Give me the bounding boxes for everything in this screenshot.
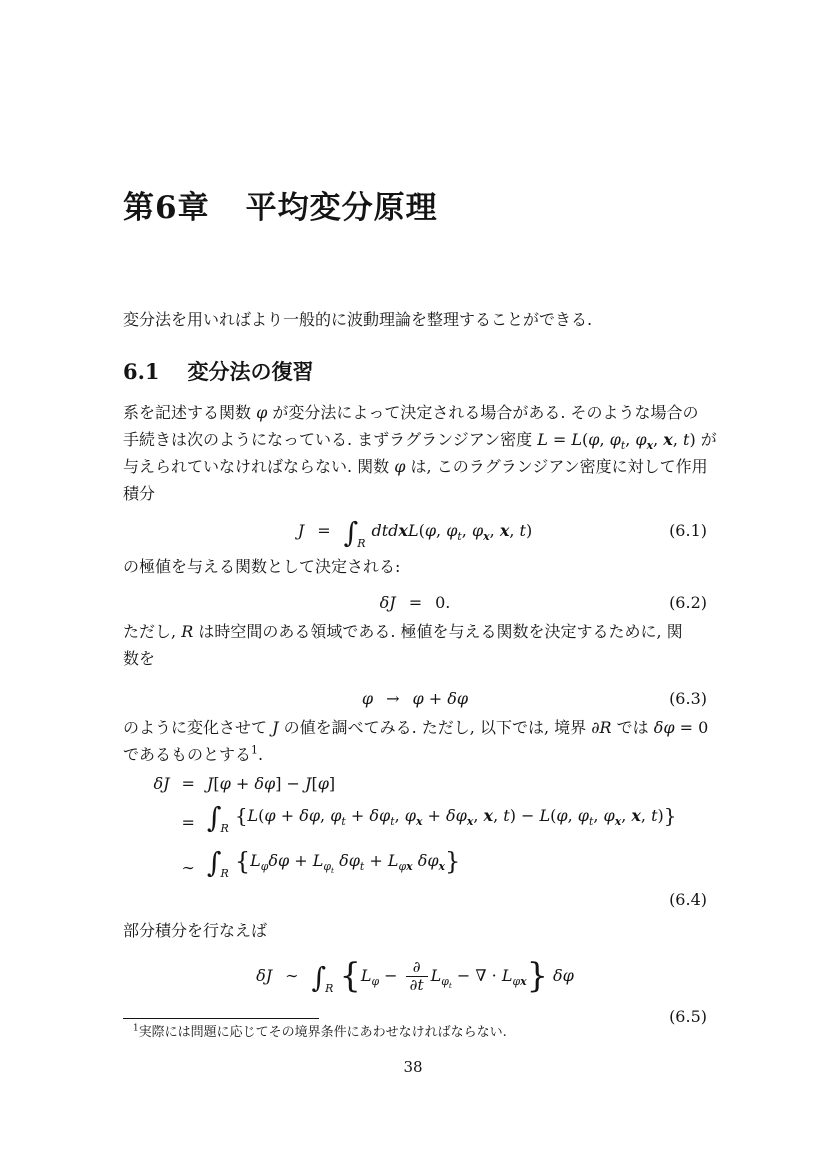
footnote [133,1024,707,1042]
paragraph-after-6-1: の極値を与える関数として決定される: [123,557,401,576]
section-heading [123,357,707,387]
footnote-marker: 1 [133,1023,139,1034]
text-line: であるものとする$^1$. [123,743,264,764]
equation-6-5 [123,948,707,1004]
equation-body: $J = \int_RdtdxL(\varphi$, $\varphi_t$, $\varphi_x$, x, t) [297,516,533,550]
section-number: 6.1 [123,359,160,384]
chapter-number: 第6章 [123,190,210,226]
equation-align-grid [153,770,676,887]
text-line: のように変化させて J の値を調べてみる. ただし, 以下では, 境界 ∂R では δφ = 0 [123,718,709,737]
paragraph-4: 部分積分を行なえば [123,921,268,940]
footnote-rule [123,1018,319,1019]
equation-relation: = [181,812,195,832]
equation-number: (6.3) [669,689,707,708]
paragraph-1 [123,399,717,507]
equation-number: (6.1) [669,521,707,540]
paragraph-3 [123,714,707,768]
equation-relation: = [181,774,195,793]
page-content [123,0,717,1028]
text-line: 手続きは次のようになっている. まずラグランジアン密度 L = L(φ, $\varphi_t$, $\varphi_x$, x, t) が [123,430,717,453]
equation-6-1 [123,509,707,553]
section-title: 変分法の復習 [187,359,314,384]
footnote-text: 実際には問題に応じてその境界条件にあわせなければならない. [138,1025,507,1040]
equation-number: (6.5) [669,1007,707,1026]
text-line: 数を [123,649,156,668]
equation-6-4 [123,770,707,911]
paragraph-2 [123,618,707,672]
chapter-heading [123,188,707,228]
equation-body: δJ ∼ $\int_R$ {$L_\varphi$ − $\frac{\partial}{\partial t}$ $L_{\varphi_t}$ − ∇ · $L_{\varphi x}$} δφ [256,956,574,996]
equation-relation: ∼ [181,857,195,877]
equation-lhs: δJ [153,774,170,793]
intro-paragraph: 変分法を用いればより一般的に波動理論を整理することができる. [123,310,593,329]
text-line: ただし, R は時空間のある領域である. 極値を与える関数を決定するために, 関 [123,622,683,641]
equation-body: φ → φ + δφ [361,689,469,708]
equation-number: (6.2) [669,593,707,612]
equation-number-line [123,889,707,911]
page-number: 38 [403,1058,423,1076]
text-line: 与えられていなければならない. 関数 φ は, このラグランジアン密度に対して作用 [123,457,708,476]
equation-rhs: $\int_R\{L(\varphi + \delta\varphi$, $\varphi_t + \delta\varphi_t$, $\varphi_x + \delta\varphi_x$, x, t) − L(φ, $\varphi_t$, $\varphi_x$, x, t)} [206,801,677,835]
equation-6-3 [123,684,707,714]
equation-rhs: $\int_R$ {$L_\varphi\delta\varphi + L_{\varphi_t}$ $\delta\varphi_t + L_{\varphi x}$ $\delta\varphi_x$} [206,846,461,880]
equation-rhs: J[φ + δφ] − J[φ] [206,774,336,793]
chapter-title: 平均変分原理 [245,190,438,226]
text-line: 系を記述する関数 φ が変分法によって決定される場合がある. そのような場合の [123,403,699,422]
equation-body: δJ = 0. [379,593,451,612]
equation-6-2 [123,588,707,618]
text-line: 積分 [123,484,156,503]
equation-number: (6.4) [669,890,707,909]
